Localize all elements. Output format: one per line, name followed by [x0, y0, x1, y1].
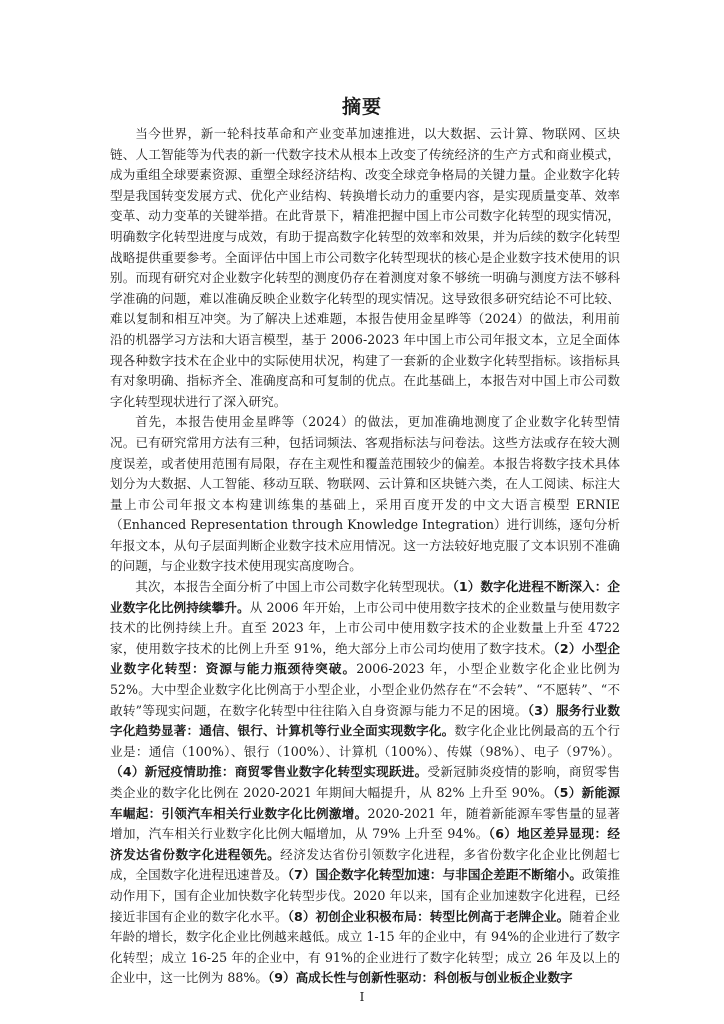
bold-heading-text: （1）数字化进程不断深入：企业数字化比例持续攀升。 [110, 579, 621, 615]
bold-heading-text: （4）新冠疫情助推：商贸零售业数字化转型实现跃进。 [110, 764, 428, 780]
paragraph-text: 首先，本报告使用金星晔等（2024）的做法，更加准确地测度了企业数字化转型情况。已有研究常用方法有三种，包括词频法、客观指标法与问卷法。这些方法或存在较大测度误差，或者使用范围有局限，存在主观性和覆盖范围较少的偏差。本报告将数字技术具体划分为大数据、人工智能、移动互联、物联网、云计算和区块链六类，在人工阅读、标注大量上市公司年报文本构建训练集的基础上，采用百度开发的中文大语言模型 ERNIE（Enhanced Representation through Knowledge Integration）进行训练，逐句分析年报文本，从句子层面判断企业数字技术应用情况。这一方法较好地克服了文本识别不准确的问题，与企业数字技术使用现实高度吻合。 [110, 414, 620, 574]
paragraph-text: 2006-2023 年，小型企业数字化企业比例为 52%。大中型企业数字化比例高于小型企业，小型企业仍然存在“不会转”、“不愿转”、“不敢转”等现实问题，在数字化转型中往往陷入自身资源与能力不足的困境。 [110, 661, 621, 718]
paragraph-1 [110, 124, 620, 412]
bold-heading-text: （6）地区差异显现：经济发达省份数字化进程领先。 [110, 826, 620, 862]
paragraph-3 [110, 577, 620, 989]
abstract-body [110, 124, 620, 989]
paragraph-text: 随着企业年龄的增长，数字化企业比例越来越低。成立 1-15 年的企业中，有 94%的企业进行了数字化转型；成立 16-25 年的企业中，有 91%的企业进行了数字化转型；成立 26 年及以上的企业中，这一比例为 88%。 [110, 908, 621, 986]
paragraph-text: 其次，本报告全面分析了中国上市公司数字化转型现状。 [135, 579, 453, 595]
paragraph-text: 数字化企业比例最高的五个行业是：通信（100%）、银行（100%）、计算机（100%）、传媒（98%）、电子（97%）。 [110, 723, 621, 759]
paragraph-text: 2020-2021 年，随着新能源车零售量的显著增加，汽车相关行业数字化比例大幅增加，从 79% 上升至 94%。 [110, 805, 621, 842]
bold-heading-text: （3）服务行业数字化趋势显著：通信、银行、计算机等行业全面实现数字化。 [110, 702, 620, 739]
paragraph-text: 经济发达省份引领数字化进程，多省份数字化企业比例超七成，全国数字化进程迅速普及。 [110, 846, 621, 883]
bold-heading-text: （8）初创企业积极布局：转型比例高于老牌企业。 [287, 908, 570, 924]
page-number: I [359, 990, 365, 1004]
paragraph-2 [110, 412, 620, 577]
bold-heading-text: （5）新能源车崛起：引领汽车相关行业数字化比例激增。 [110, 785, 620, 821]
bold-heading-text: （7）国企数字化转型加速：与非国企差距不断缩小。 [287, 867, 583, 883]
bold-heading-text: （2）小型企业数字化转型：资源与能力瓶颈待突破。 [110, 640, 621, 677]
page-title: 摘要 [341, 96, 382, 118]
paragraph-text: 政策推动作用下，国有企业加快数字化转型步伐。2020 年以来，国有企业加速数字化进程，已经接近非国有企业的数字化水平。 [110, 867, 621, 924]
paragraph-text: 从 2006 年开始，上市公司中使用数字技术的企业数量与使用数字技术的比例持续上升。直至 2023 年，上市公司中使用数字技术的企业数量上升至 4722 家，使用数字技术的比例上升至 91%，绝大部分上市公司均使用了数字技术。 [110, 599, 621, 656]
paragraph-text: 当今世界，新一轮科技革命和产业变革加速推进，以大数据、云计算、物联网、区块链、人工智能等为代表的新一代数字技术从根本上改变了传统经济的生产方式和商业模式，成为重组全球要素资源、重塑全球经济结构、改变全球竞争格局的关键力量。企业数字化转型是我国转变发展方式、优化产业结构、转换增长动力的重要内容，是实现质量变革、效率变革、动力变革的关键举措。在此背景下，精准把握中国上市公司数字化转型的现实情况，明确数字化转型进度与成效，有助于提高数字化转型的效率和效果，并为后续的数字化转型战略提供重要参考。全面评估中国上市公司数字化转型现状的核心是企业数字技术使用的识别。而现有研究对企业数字化转型的测度仍存在着测度对象不够统一明确与测度方法不够科学准确的问题，难以准确反映企业数字化转型的现实情况。这导致很多研究结论不可比较、难以复制和相互冲突。为了解决上述难题，本报告使用金星晔等（2024）的做法，利用前沿的机器学习方法和大语言模型，基于 2006-2023 年中国上市公司年报文本，立足全面体现各种数字技术在企业中的实际使用状况，构建了一套新的企业数字化转型指标。该指标具有对象明确、指标齐全、准确度高和可复制的优点。在此基础上，本报告对中国上市公司数字化转型现状进行了深入研究。 [110, 126, 620, 409]
paragraph-text: 受新冠肺炎疫情的影响，商贸零售类企业的数字化比例在 2020-2021 年期间大幅提升，从 82% 上升至 90%。 [110, 764, 621, 800]
bold-heading-text: （9）高成长性与创新性驱动：科创板与创业板企业数字 [267, 970, 573, 986]
